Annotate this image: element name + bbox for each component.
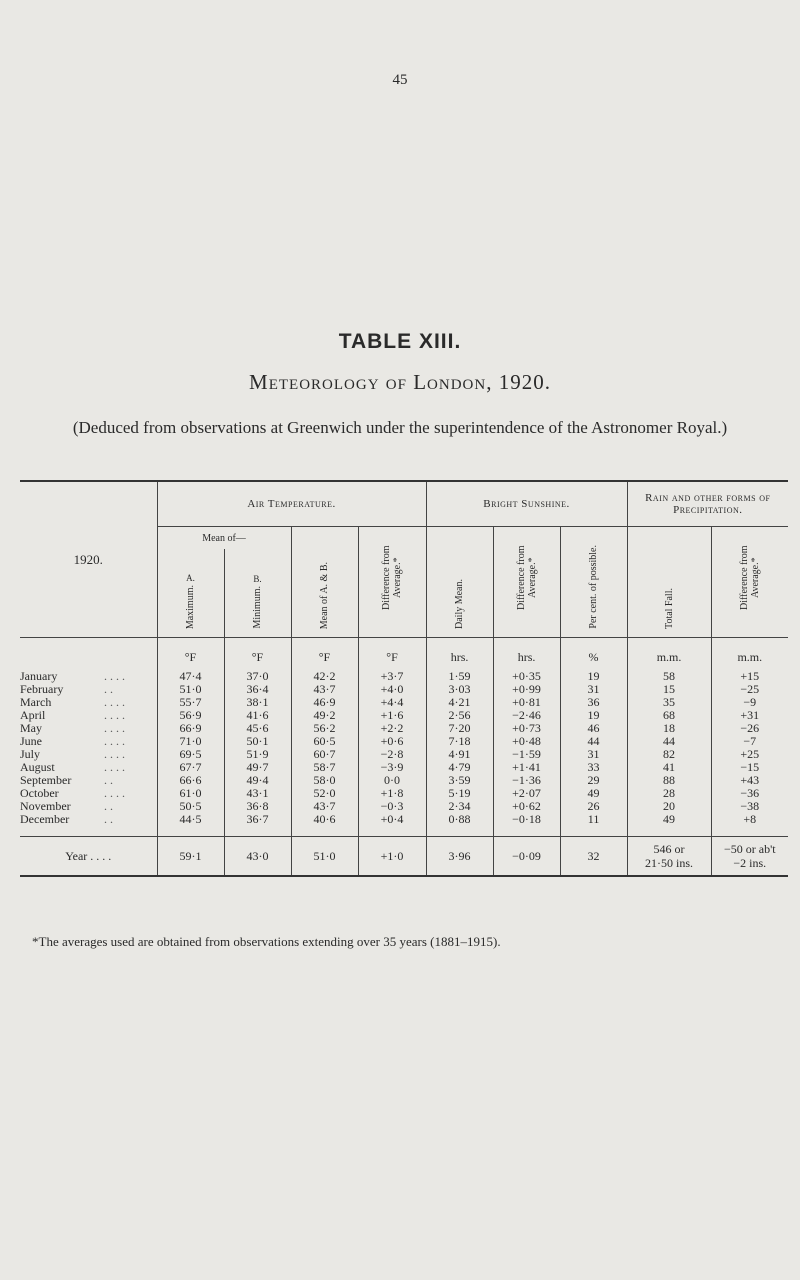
month-label: January . . . .: [20, 669, 125, 683]
cell-fall: 44: [627, 735, 711, 748]
sun-difference-header: Difference from Average.*: [493, 527, 560, 638]
cell-sun: 7·18: [426, 735, 493, 748]
cell-dt: +1·6: [358, 709, 426, 722]
month-label: August . . . .: [20, 760, 125, 774]
page-number: 45: [392, 72, 408, 88]
month-label: July . . . .: [20, 747, 125, 761]
per-cent-header: Per cent. of possible.: [560, 527, 627, 638]
year-cell-ds: −0·09: [493, 837, 560, 877]
cell-mean: 40·6: [291, 813, 358, 837]
cell-sun: 4·21: [426, 696, 493, 709]
cell-max: 56·9: [157, 709, 224, 722]
unit-cell: hrs.: [493, 638, 560, 667]
cell-max: 67·7: [157, 761, 224, 774]
cell-sun: 4·91: [426, 748, 493, 761]
month-label: October . . . .: [20, 786, 125, 800]
cell-sun: 5·19: [426, 787, 493, 800]
b-label: B.: [253, 574, 262, 585]
cell-min: 45·6: [224, 722, 291, 735]
cell-dt: 0·0: [358, 774, 426, 787]
cell-sun: 3·03: [426, 683, 493, 696]
month-label: November . .: [20, 799, 113, 813]
cell-ds: −2·46: [493, 709, 560, 722]
cell-ds: +0·81: [493, 696, 560, 709]
cell-mean: 46·9: [291, 696, 358, 709]
month-label: March . . . .: [20, 695, 125, 709]
cell-sun: 1·59: [426, 666, 493, 683]
cell-dr: −9: [711, 696, 788, 709]
cell-dr: −25: [711, 683, 788, 696]
cell-dr: +43: [711, 774, 788, 787]
cell-sun: 3·59: [426, 774, 493, 787]
rain-header: Rain and other forms of Precipitation.: [627, 481, 788, 527]
cell-dr: −38: [711, 800, 788, 813]
cell-max: 55·7: [157, 696, 224, 709]
cell-ds: +0·48: [493, 735, 560, 748]
year-total-fall: 546 or 21·50 ins.: [627, 837, 711, 877]
cell-mean: 60·5: [291, 735, 358, 748]
month-label: February . .: [20, 682, 113, 696]
cell-max: 71·0: [157, 735, 224, 748]
mean-ab-header: Mean of A. & B.: [291, 527, 358, 638]
cell-fall: 20: [627, 800, 711, 813]
cell-min: 51·9: [224, 748, 291, 761]
cell-ds: +0·62: [493, 800, 560, 813]
cell-pct: 46: [560, 722, 627, 735]
cell-pct: 44: [560, 735, 627, 748]
cell-min: 50·1: [224, 735, 291, 748]
cell-fall: 82: [627, 748, 711, 761]
month-label: September . .: [20, 773, 113, 787]
cell-dt: +4·0: [358, 683, 426, 696]
total-fall-header: Total Fall.: [627, 527, 711, 638]
cell-max: 69·5: [157, 748, 224, 761]
cell-pct: 36: [560, 696, 627, 709]
cell-max: 66·9: [157, 722, 224, 735]
cell-pct: 49: [560, 787, 627, 800]
cell-dt: +0·6: [358, 735, 426, 748]
cell-dr: −26: [711, 722, 788, 735]
cell-min: 36·8: [224, 800, 291, 813]
unit-cell: °F: [291, 638, 358, 667]
cell-max: 50·5: [157, 800, 224, 813]
month-label: April . . . .: [20, 708, 125, 722]
cell-mean: 49·2: [291, 709, 358, 722]
cell-dr: +25: [711, 748, 788, 761]
cell-max: 51·0: [157, 683, 224, 696]
temp-difference-header: Difference from Average.*: [358, 527, 426, 638]
cell-pct: 19: [560, 666, 627, 683]
cell-ds: +1·41: [493, 761, 560, 774]
cell-min: 38·1: [224, 696, 291, 709]
cell-pct: 11: [560, 813, 627, 837]
cell-dt: +1·8: [358, 787, 426, 800]
cell-ds: −1·36: [493, 774, 560, 787]
cell-min: 41·6: [224, 709, 291, 722]
cell-fall: 28: [627, 787, 711, 800]
year-cell-sun: 3·96: [426, 837, 493, 877]
cell-sun: 2·34: [426, 800, 493, 813]
unit-cell: °F: [224, 638, 291, 667]
units-row: [20, 638, 788, 667]
cell-mean: 56·2: [291, 722, 358, 735]
cell-ds: −0·18: [493, 813, 560, 837]
cell-dr: +8: [711, 813, 788, 837]
unit-cell: m.m.: [711, 638, 788, 667]
year-header: 1920.: [20, 481, 157, 638]
cell-mean: 52·0: [291, 787, 358, 800]
year-cell-max: 59·1: [157, 837, 224, 877]
cell-min: 43·1: [224, 787, 291, 800]
cell-dt: −0·3: [358, 800, 426, 813]
cell-sun: 4·79: [426, 761, 493, 774]
cell-dr: +31: [711, 709, 788, 722]
year-label: Year . . . .: [20, 837, 157, 877]
cell-sun: 0·88: [426, 813, 493, 837]
cell-ds: +2·07: [493, 787, 560, 800]
table-subtitle: Meteorology of London, 1920.: [249, 370, 551, 394]
cell-mean: 58·7: [291, 761, 358, 774]
table-row: [20, 666, 788, 683]
cell-min: 36·7: [224, 813, 291, 837]
month-label: May . . . .: [20, 721, 125, 735]
cell-sun: 7·20: [426, 722, 493, 735]
cell-dt: +2·2: [358, 722, 426, 735]
cell-dt: +0·4: [358, 813, 426, 837]
cell-fall: 18: [627, 722, 711, 735]
cell-ds: −1·59: [493, 748, 560, 761]
footnote: *The averages used are obtained from observations extending over 35 years (1881–1915).: [32, 934, 501, 949]
cell-mean: 58·0: [291, 774, 358, 787]
cell-max: 61·0: [157, 787, 224, 800]
year-cell-min: 43·0: [224, 837, 291, 877]
cell-min: 49·7: [224, 761, 291, 774]
a-label: A.: [186, 572, 195, 583]
cell-fall: 68: [627, 709, 711, 722]
rain-difference-header: Difference from Average.*: [711, 527, 788, 638]
cell-pct: 29: [560, 774, 627, 787]
source-note: (Deduced from observations at Greenwich under the superintendence of the Astronomer Royal.): [72, 418, 728, 437]
cell-max: 44·5: [157, 813, 224, 837]
cell-min: 49·4: [224, 774, 291, 787]
cell-fall: 49: [627, 813, 711, 837]
cell-dr: −15: [711, 761, 788, 774]
unit-cell: °F: [157, 638, 224, 667]
cell-dr: −7: [711, 735, 788, 748]
cell-fall: 41: [627, 761, 711, 774]
month-label: December . .: [20, 812, 113, 826]
cell-dt: −3·9: [358, 761, 426, 774]
unit-cell: %: [560, 638, 627, 667]
cell-min: 36·4: [224, 683, 291, 696]
unit-cell: °F: [358, 638, 426, 667]
cell-max: 47·4: [157, 666, 224, 683]
cell-ds: +0·73: [493, 722, 560, 735]
year-cell-mean: 51·0: [291, 837, 358, 877]
month-label: June . . . .: [20, 734, 125, 748]
cell-dt: −2·8: [358, 748, 426, 761]
unit-cell: m.m.: [627, 638, 711, 667]
daily-mean-header: Daily Mean.: [426, 527, 493, 638]
cell-fall: 15: [627, 683, 711, 696]
cell-mean: 42·2: [291, 666, 358, 683]
cell-ds: +0·35: [493, 666, 560, 683]
year-total-row: [20, 837, 788, 877]
cell-min: 37·0: [224, 666, 291, 683]
mean-of-header: Mean of—: [157, 527, 291, 550]
air-temperature-header: Air Temperature.: [157, 481, 426, 527]
cell-pct: 26: [560, 800, 627, 813]
cell-dr: +15: [711, 666, 788, 683]
cell-pct: 19: [560, 709, 627, 722]
cell-pct: 33: [560, 761, 627, 774]
bright-sunshine-header: Bright Sunshine.: [426, 481, 627, 527]
year-cell-pct: 32: [560, 837, 627, 877]
cell-sun: 2·56: [426, 709, 493, 722]
table-row: [20, 813, 788, 837]
meteorology-table: [20, 480, 788, 877]
cell-fall: 35: [627, 696, 711, 709]
table-title: TABLE XIII.: [338, 330, 462, 353]
cell-ds: +0·99: [493, 683, 560, 696]
cell-fall: 58: [627, 666, 711, 683]
cell-pct: 31: [560, 683, 627, 696]
year-rain-difference: −50 or ab't −2 ins.: [711, 837, 788, 877]
maximum-header: A. Maximum.: [157, 549, 224, 638]
cell-pct: 31: [560, 748, 627, 761]
cell-mean: 60·7: [291, 748, 358, 761]
cell-dt: +4·4: [358, 696, 426, 709]
cell-max: 66·6: [157, 774, 224, 787]
minimum-header: B. Minimum.: [224, 549, 291, 638]
cell-dt: +3·7: [358, 666, 426, 683]
cell-mean: 43·7: [291, 683, 358, 696]
cell-fall: 88: [627, 774, 711, 787]
cell-dr: −36: [711, 787, 788, 800]
cell-mean: 43·7: [291, 800, 358, 813]
unit-cell: hrs.: [426, 638, 493, 667]
year-cell-dt: +1·0: [358, 837, 426, 877]
